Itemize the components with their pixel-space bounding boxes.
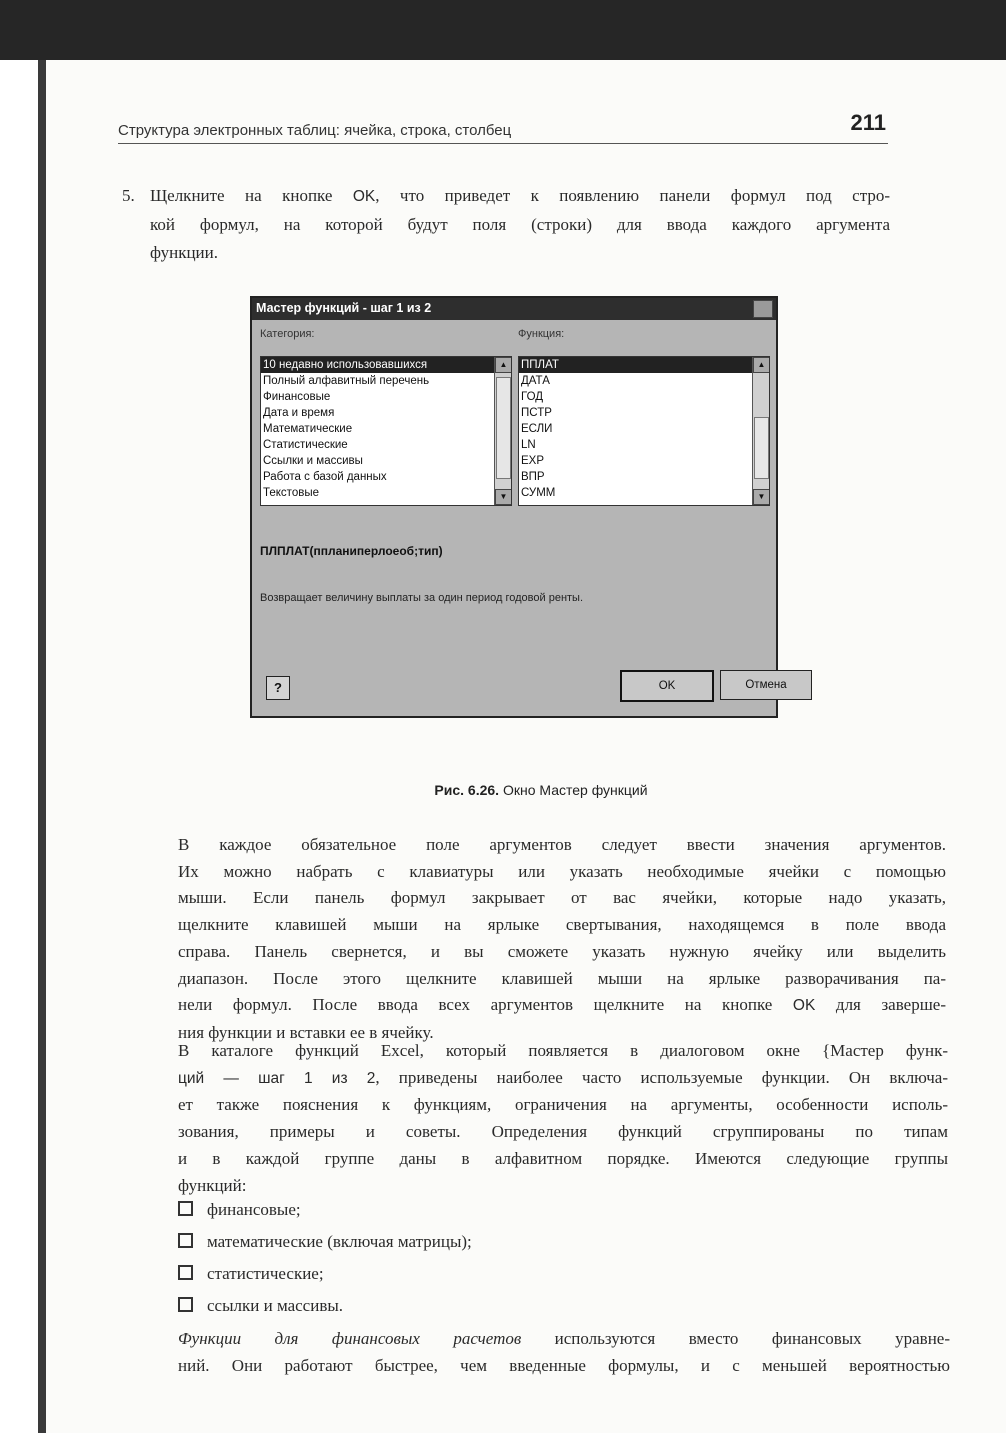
- text-line: В каталоге функций Excel, который появляется в диалоговом окне {Мастер функ-: [178, 1041, 948, 1060]
- text-line: функций:: [178, 1175, 247, 1195]
- function-label: Функция:: [518, 328, 565, 340]
- book-page: [46, 60, 1006, 1433]
- text-line: ет также пояснения к функциям, ограничения на аргументы, особенности исполь-: [178, 1095, 948, 1115]
- text-line: Функции для финансовых расчетов используются вместо финансовых уравне-: [178, 1329, 950, 1348]
- list-item[interactable]: ДАТА: [521, 375, 550, 387]
- paragraph-financial: [178, 1326, 950, 1379]
- page-number: 211: [850, 110, 886, 135]
- list-item[interactable]: Текстовые: [263, 487, 319, 499]
- text-line: и в каждой группе даны в алфавитном порядке. Имеются следующие группы: [178, 1148, 948, 1168]
- text-line: щелкните клавишей мыши на ярлыке свертывания, находящемся в поле ввода: [178, 915, 946, 935]
- text-line: Их можно набрать с клавиатуры или указать необходимые ячейки с помощью: [178, 861, 946, 881]
- text-line: справа. Панель свернется, и вы сможете указать нужную ячейку или выделить: [178, 941, 946, 961]
- function-scrollbar[interactable]: [752, 357, 769, 505]
- scroll-up-icon[interactable]: ▲: [753, 357, 770, 373]
- checkbox-bullet-icon: [178, 1297, 193, 1312]
- list-item[interactable]: Финансовые: [263, 391, 331, 403]
- help-button[interactable]: ?: [266, 676, 290, 700]
- list-item: математические (включая матрицы);: [178, 1232, 472, 1256]
- list-item[interactable]: Работа с базой данных: [263, 471, 387, 483]
- figure-caption-text: Окно Мастер функций: [502, 782, 648, 798]
- cancel-button[interactable]: Отмена: [720, 670, 812, 700]
- scroll-up-icon[interactable]: ▲: [495, 357, 512, 373]
- function-syntax: ПЛПЛАТ(ппланиперлоеоб;тип): [260, 544, 443, 558]
- function-listbox[interactable]: [518, 356, 770, 506]
- paragraph-arguments: [178, 832, 946, 1047]
- figure-caption: [376, 782, 706, 798]
- list-item[interactable]: 10 недавно использовавшихся: [261, 357, 511, 373]
- list-item[interactable]: LN: [521, 439, 536, 451]
- text-line: ния функции и вставки ее в ячейку.: [178, 1022, 434, 1042]
- category-listbox[interactable]: [260, 356, 512, 506]
- dialog-title: Мастер функций - шаг 1 из 2: [256, 301, 432, 315]
- list-item[interactable]: EXP: [521, 455, 545, 467]
- text-line: функции.: [150, 243, 218, 262]
- text-line: диапазон. После этого щелкните клавишей мыши на ярлыке разворачивания па-: [178, 968, 946, 988]
- scan-top-band: [0, 0, 1006, 60]
- dialog-titlebar: [252, 298, 776, 320]
- list-item[interactable]: ГОД: [521, 391, 544, 403]
- checkbox-bullet-icon: [178, 1233, 193, 1248]
- list-item[interactable]: Ссылки и массивы: [263, 455, 363, 467]
- text-line: кой формул, на которой будут поля (строки) для ввода каждого аргумента: [150, 215, 890, 234]
- scroll-thumb[interactable]: [754, 417, 769, 479]
- list-item[interactable]: Полный алфавитный перечень: [263, 375, 430, 387]
- text-line: ний. Они работают быстрее, чем введенные формулы, и с меньшей вероятностью: [178, 1355, 950, 1375]
- text-line: ций — шаг 1 из 2, приведены наиболее часто используемые функции. Он включа-: [178, 1067, 948, 1087]
- list-item: ссылки и массивы.: [178, 1296, 343, 1320]
- figure-label: Рис. 6.26.: [434, 782, 500, 798]
- function-description: Возвращает величину выплаты за один период годовой ренты.: [260, 592, 584, 604]
- scroll-down-icon[interactable]: ▼: [495, 489, 512, 505]
- step-number: 5.: [122, 186, 135, 205]
- scroll-down-icon[interactable]: ▼: [753, 489, 770, 505]
- list-item[interactable]: ПСТР: [521, 407, 552, 419]
- text-line: Щелкните на кнопке OK, что приведет к появлению панели формул под стро-: [150, 186, 891, 205]
- list-item[interactable]: ЕСЛИ: [521, 423, 553, 435]
- list-item[interactable]: СУММ: [521, 487, 556, 499]
- step-5-text: [150, 182, 890, 267]
- text-line: мыши. Если панель формул закрывает от вас ячейки, которые надо указать,: [178, 888, 946, 908]
- checkbox-bullet-icon: [178, 1201, 193, 1216]
- list-item: финансовые;: [178, 1200, 301, 1224]
- list-item[interactable]: Математические: [263, 423, 353, 435]
- close-icon[interactable]: [753, 300, 773, 318]
- checkbox-bullet-icon: [178, 1265, 193, 1280]
- ok-button[interactable]: OK: [620, 670, 714, 702]
- scroll-thumb[interactable]: [496, 377, 511, 479]
- text-line: В каждое обязательное поле аргументов следует ввести значения аргументов.: [178, 835, 946, 854]
- text-line: зования, примеры и советы. Определения функций сгруппированы по типам: [178, 1122, 948, 1142]
- category-label: Категория:: [260, 328, 315, 340]
- list-item: статистические;: [178, 1264, 324, 1288]
- paragraph-catalog: [178, 1038, 948, 1199]
- text-line: нели формул. После ввода всех аргументов щелкните на кнопке OK для заверше-: [178, 995, 946, 1015]
- function-wizard-dialog: [250, 296, 787, 718]
- list-item[interactable]: ВПР: [521, 471, 545, 483]
- list-item[interactable]: Дата и время: [263, 407, 335, 419]
- book-gutter: [38, 60, 46, 1433]
- running-head: Структура электронных таблиц: ячейка, строка, столбец: [118, 122, 888, 144]
- category-scrollbar[interactable]: [494, 357, 511, 505]
- italic-term: Функции для финансовых расчетов: [178, 1329, 522, 1348]
- list-item[interactable]: ППЛАТ: [519, 357, 769, 373]
- list-item[interactable]: Статистические: [263, 439, 348, 451]
